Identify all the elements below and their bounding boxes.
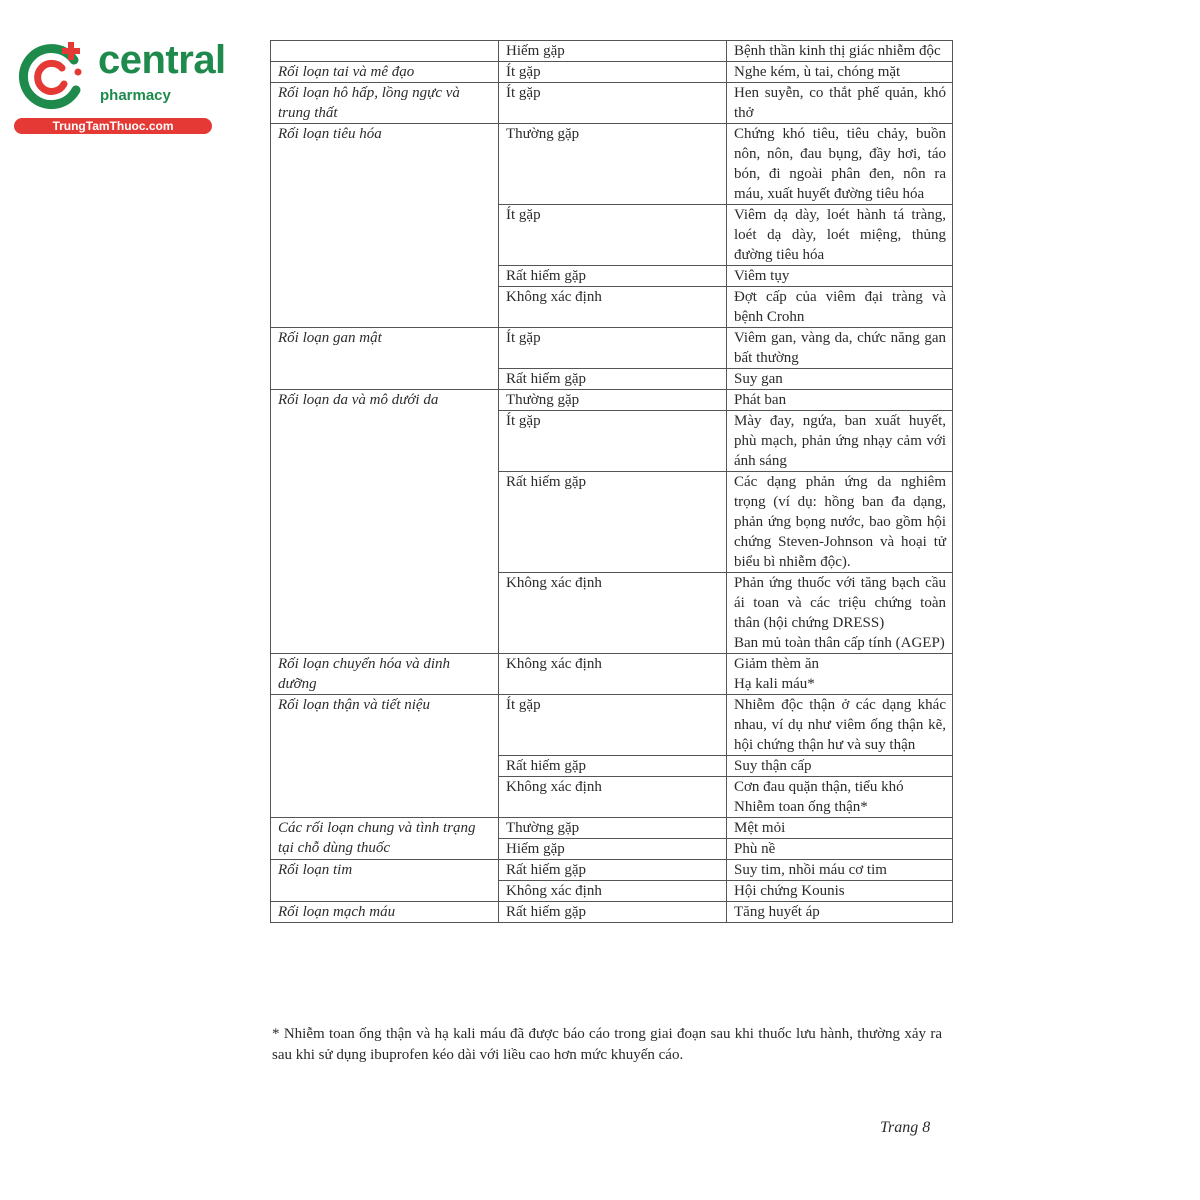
logo-url: TrungTamThuoc.com <box>14 118 212 134</box>
effect-cell: Mệt mỏi <box>727 818 953 839</box>
effect-cell: Mày đay, ngứa, ban xuất huyết, phù mạch, phản ứng nhạy cảm với ánh sáng <box>727 411 953 472</box>
table-row <box>271 654 953 695</box>
category-cell: Các rối loạn chung và tình trạng tại chỗ dùng thuốc <box>271 818 499 860</box>
effect-cell: Viêm dạ dày, loét hành tá tràng, loét dạ dày, loét miệng, thủng đường tiêu hóa <box>727 205 953 266</box>
effect-line: Ban mủ toàn thân cấp tính (AGEP) <box>734 635 945 651</box>
frequency-cell: Rất hiếm gặp <box>499 756 727 777</box>
frequency-cell: Không xác định <box>499 573 727 654</box>
effect-cell: Các dạng phản ứng da nghiêm trọng (ví dụ: hồng ban đa dạng, phản ứng bọng nước, bao gồm hội chứng Steven-Johnson và hoại tử biểu bì nhiễm độc). <box>727 472 953 573</box>
frequency-cell: Hiếm gặp <box>499 839 727 860</box>
frequency-cell: Ít gặp <box>499 695 727 756</box>
effect-cell: Đợt cấp của viêm đại tràng và bệnh Crohn <box>727 287 953 328</box>
adverse-effects-table <box>270 40 953 923</box>
table-row <box>271 860 953 881</box>
effect-cell: Suy gan <box>727 369 953 390</box>
frequency-cell: Rất hiếm gặp <box>499 472 727 573</box>
frequency-cell: Ít gặp <box>499 205 727 266</box>
frequency-cell: Không xác định <box>499 881 727 902</box>
effect-cell: Hen suyễn, co thắt phế quản, khó thở <box>727 83 953 124</box>
page-number: Trang 8 <box>880 1119 931 1136</box>
frequency-cell: Không xác định <box>499 777 727 818</box>
frequency-cell: Thường gặp <box>499 818 727 839</box>
table-row <box>271 695 953 756</box>
logo-name: central <box>98 38 226 82</box>
frequency-cell: Không xác định <box>499 287 727 328</box>
frequency-cell: Rất hiếm gặp <box>499 902 727 923</box>
category-cell: Rối loạn da và mô dưới da <box>271 390 499 654</box>
effect-cell: Viêm tụy <box>727 266 953 287</box>
frequency-cell: Rất hiếm gặp <box>499 369 727 390</box>
effect-cell: Nghe kém, ù tai, chóng mặt <box>727 62 953 83</box>
frequency-cell: Ít gặp <box>499 62 727 83</box>
effect-line: Phản ứng thuốc với tăng bạch cầu ái toan và các triệu chứng toàn thân (hội chứng DRESS) <box>734 575 946 631</box>
frequency-cell: Rất hiếm gặp <box>499 860 727 881</box>
category-cell: Rối loạn mạch máu <box>271 902 499 923</box>
category-cell: Rối loạn hô hấp, lồng ngực và trung thất <box>271 83 499 124</box>
table-row <box>271 390 953 411</box>
frequency-cell: Ít gặp <box>499 411 727 472</box>
frequency-cell: Hiếm gặp <box>499 41 727 62</box>
frequency-cell: Thường gặp <box>499 124 727 205</box>
table-row <box>271 902 953 923</box>
frequency-cell: Ít gặp <box>499 83 727 124</box>
category-cell: Rối loạn tim <box>271 860 499 902</box>
central-pharmacy-logo <box>12 38 226 138</box>
effect-cell: Chứng khó tiêu, tiêu chảy, buồn nôn, nôn, đau bụng, đầy hơi, táo bón, đi ngoài phân đen, nôn ra máu, xuất huyết đường tiêu hóa <box>727 124 953 205</box>
effect-cell: Bệnh thần kinh thị giác nhiễm độc <box>727 41 953 62</box>
table-row <box>271 41 953 62</box>
effect-cell <box>727 573 953 654</box>
effect-line: Cơn đau quặn thận, tiểu khó <box>734 779 904 795</box>
effect-cell: Phù nề <box>727 839 953 860</box>
effect-cell: Nhiễm độc thận ở các dạng khác nhau, ví dụ như viêm ống thận kẽ, hội chứng thận hư và suy thận <box>727 695 953 756</box>
table-row <box>271 62 953 83</box>
effect-line: Giảm thèm ăn <box>734 656 819 672</box>
category-cell <box>271 41 499 62</box>
table-row <box>271 818 953 839</box>
effect-cell: Suy tim, nhồi máu cơ tim <box>727 860 953 881</box>
table-row <box>271 83 953 124</box>
table-row <box>271 328 953 369</box>
table-row <box>271 124 953 205</box>
footnote: * Nhiễm toan ống thận và hạ kali máu đã được báo cáo trong giai đoạn sau khi thuốc lưu hành, thường xảy ra sau khi sử dụng ibuprofen kéo dài với liều cao hơn mức khuyến cáo. <box>272 1026 942 1063</box>
category-cell: Rối loạn gan mật <box>271 328 499 390</box>
logo-subtitle: pharmacy <box>100 87 171 104</box>
frequency-cell: Thường gặp <box>499 390 727 411</box>
frequency-cell: Rất hiếm gặp <box>499 266 727 287</box>
effect-line: Hạ kali máu* <box>734 676 815 692</box>
frequency-cell: Không xác định <box>499 654 727 695</box>
effect-cell: Suy thận cấp <box>727 756 953 777</box>
category-cell: Rối loạn tiêu hóa <box>271 124 499 328</box>
category-cell: Rối loạn tai và mê đạo <box>271 62 499 83</box>
effect-cell: Tăng huyết áp <box>727 902 953 923</box>
effect-cell: Hội chứng Kounis <box>727 881 953 902</box>
effect-cell: Viêm gan, vàng da, chức năng gan bất thường <box>727 328 953 369</box>
effect-cell: Phát ban <box>727 390 953 411</box>
category-cell: Rối loạn chuyển hóa và dinh dưỡng <box>271 654 499 695</box>
category-cell: Rối loạn thận và tiết niệu <box>271 695 499 818</box>
effect-line: Nhiễm toan ống thận* <box>734 799 868 815</box>
effect-cell <box>727 777 953 818</box>
central-pharmacy-logo-icon <box>12 38 90 116</box>
frequency-cell: Ít gặp <box>499 328 727 369</box>
effect-cell <box>727 654 953 695</box>
